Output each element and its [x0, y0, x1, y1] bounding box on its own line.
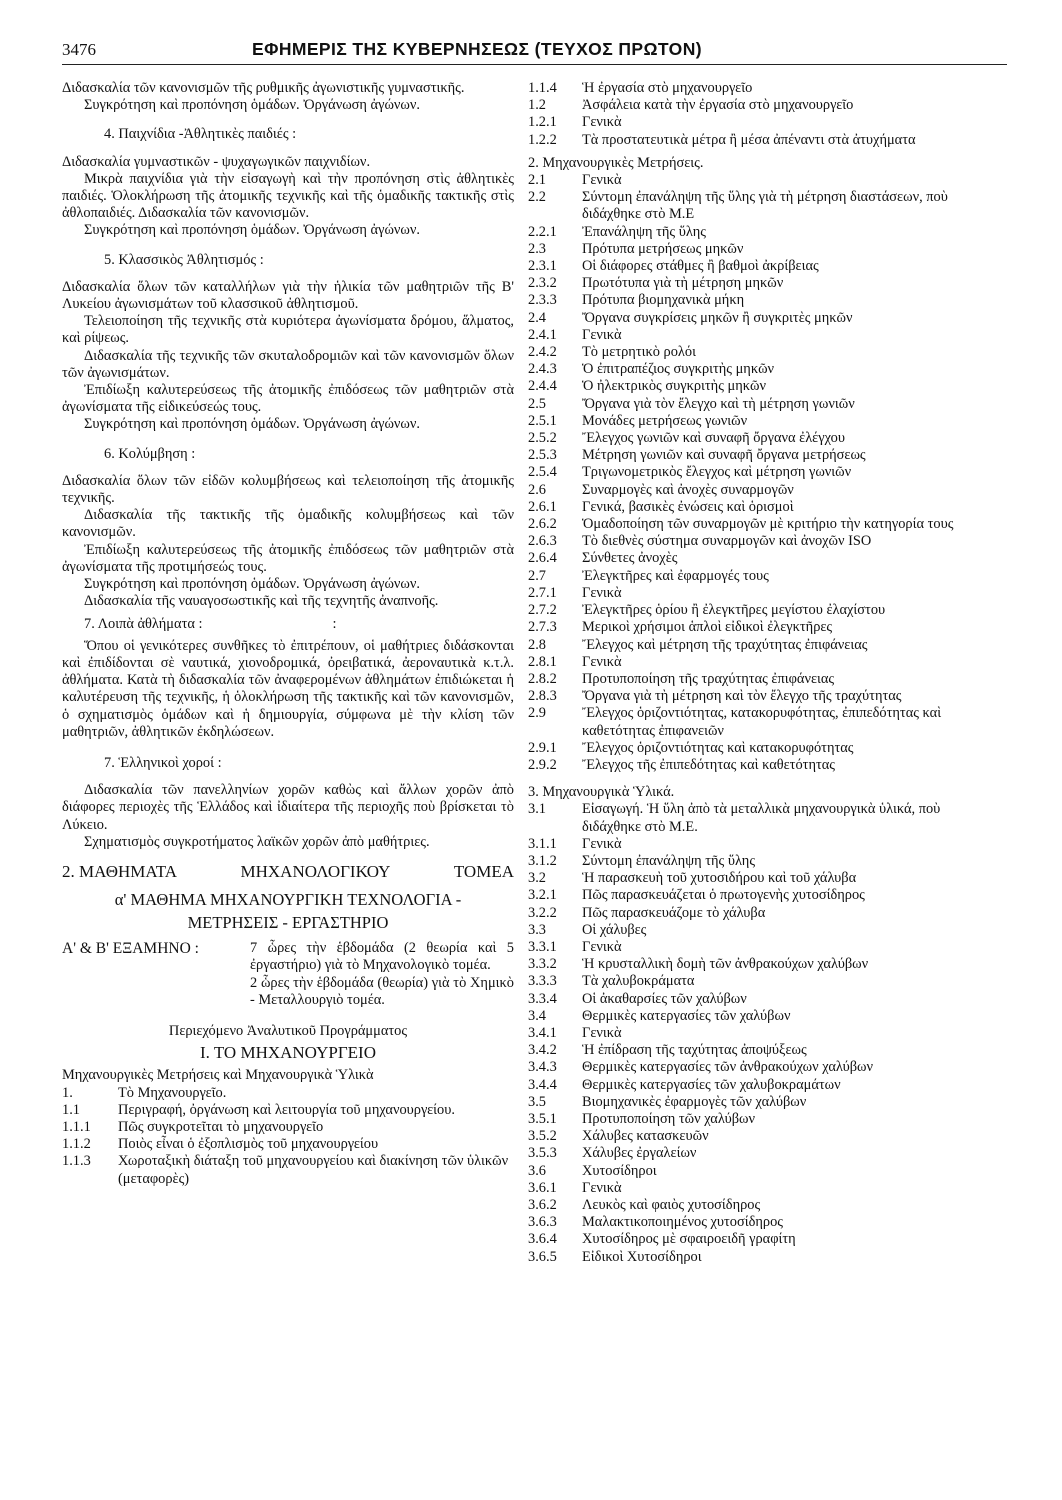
item-text: Ἀσφάλεια κατὰ τὴν ἐργασία στὸ μηχανουργεῖο	[582, 97, 854, 114]
item-text: Προτυποποίηση τῶν χαλύβων	[582, 1110, 755, 1127]
paragraph: Συγκρότηση καὶ προπόνηση ὁμάδων. Ὀργάνωση ἀγώνων.	[84, 97, 421, 114]
item-text: Ἐλεγκτῆρες καὶ ἐφαρμογές τους	[582, 567, 769, 584]
subsection-heading: 7. Ἑλληνικοὶ χοροί :	[104, 754, 222, 771]
list-item	[528, 430, 968, 447]
list-item	[62, 1102, 514, 1119]
item-text: Ἔλεγχος τῆς ἐπιπεδότητας καὶ καθετότητας	[582, 756, 835, 773]
item-number: 1.1.1	[62, 1118, 91, 1135]
list-item	[528, 1128, 968, 1145]
item-text: Τὸ Μηχανουργεῖο.	[118, 1084, 227, 1101]
item-number: 2.4.2	[528, 344, 557, 361]
item-text: Χυτοσίδηρος μὲ σφαιροειδῆ γραφίτη	[582, 1231, 796, 1248]
item-number: 2.8.3	[528, 688, 557, 705]
page-header	[62, 36, 1012, 66]
item-number: 3.6.3	[528, 1214, 557, 1231]
item-text: Τὸ διεθνὲς σύστημα συναρμογῶν καὶ ἀνοχῶν ISO	[582, 533, 872, 550]
schedule-line: 7 ὧρες τὴν ἑβδομάδα (2 θεωρία καὶ 5 ἐργαστήριο) γιὰ τὸ Μηχανολογικὸ τομέα.	[250, 940, 514, 974]
item-text: Περιγραφή, ὀργάνωση καὶ λειτουργία τοῦ μηχανουργείου.	[118, 1101, 455, 1118]
list-item	[528, 344, 968, 361]
section-heading: 3. Μηχανουργικὰ Ὑλικά.	[528, 784, 675, 801]
subsection-heading: 4. Παιχνίδια -Ἀθλητικὲς παιδιές :	[104, 126, 297, 143]
item-text: Πῶς παρασκευάζεται ὁ πρωτογενὴς χυτοσίδηρος	[582, 887, 865, 904]
item-text: Γενικά, βασικὲς ἐνώσεις καὶ ὁρισμοὶ	[582, 498, 794, 515]
list-item	[528, 671, 968, 688]
item-number: 2.6.3	[528, 533, 557, 550]
item-text: Γενικὰ	[582, 653, 622, 670]
list-item	[528, 956, 968, 973]
item-number: 2.6.2	[528, 516, 557, 533]
list-item	[528, 499, 968, 516]
item-number: 3.4.1	[528, 1024, 557, 1041]
list-item	[528, 939, 968, 956]
item-number: 2.5.1	[528, 412, 557, 429]
item-number: 3.5.2	[528, 1128, 557, 1145]
item-text: Τὰ προστατευτικὰ μέτρα ἢ μέσα ἀπέναντι στὰ ἀτυχήματα	[582, 131, 916, 148]
item-number: 3.1.1	[528, 835, 557, 852]
section-heading: 2. Μηχανουργικὲς Μετρήσεις.	[528, 154, 704, 171]
item-number: 2.2.1	[528, 223, 557, 240]
item-text: Γενικὰ	[582, 114, 622, 131]
item-text: Τριγωνομετρικὸς ἔλεγχος καὶ μέτρηση γωνιῶν	[582, 464, 852, 481]
item-number: 2.9	[528, 705, 546, 722]
item-text: Ἡ ἐπίδραση τῆς ταχύτητας ἀποψύξεως	[582, 1042, 807, 1059]
item-text: Ἡ ἐργασία στὸ μηχανουργεῖο	[582, 80, 753, 96]
item-text: Τὸ μετρητικὸ ρολόι	[582, 344, 696, 361]
item-number: 2.6	[528, 481, 546, 498]
item-number: 2.3.2	[528, 275, 557, 292]
list-item	[528, 310, 968, 327]
item-text: Ἐλεγκτῆρες ὁρίου ἢ ἐλεγκτῆρες μεγίστου ἐλαχίστου	[582, 602, 886, 619]
item-text: Γενικὰ	[582, 1179, 622, 1196]
list-item	[528, 1163, 968, 1180]
list-item	[528, 172, 968, 189]
list-item	[62, 1153, 514, 1187]
list-item	[528, 705, 968, 739]
item-text: Γενικὰ	[582, 326, 622, 343]
item-number: 1.2.1	[528, 114, 557, 131]
item-text: Ἡ παρασκευὴ τοῦ χυτοσιδήρου καὶ τοῦ χάλυβα	[582, 870, 857, 887]
item-text: Ἡ κρυσταλλικὴ δομὴ τῶν ἀνθρακούχων χαλύβων	[582, 956, 869, 973]
item-number: 2.4	[528, 309, 546, 326]
list-item	[528, 97, 968, 114]
paragraph: Διδασκαλία τῆς ναυαγοσωστικῆς καὶ τῆς τεχνητῆς ἀναπνοῆς.	[84, 593, 439, 610]
item-text: Μερικοὶ χρήσιμοι ἁπλοὶ εἰδικοὶ ἐλεγκτῆρες	[582, 619, 833, 636]
item-number: 2.7.3	[528, 619, 557, 636]
list-item	[528, 327, 968, 344]
item-text: Γενικὰ	[582, 835, 622, 852]
item-number: 1.1.3	[62, 1153, 91, 1170]
item-text: Γενικὰ	[582, 1024, 622, 1041]
item-text: Πρότυπα μετρήσεως μηκῶν	[582, 240, 744, 257]
list-item	[528, 132, 968, 149]
item-text: Πρωτότυπα γιὰ τὴ μέτρηση μηκῶν	[582, 275, 784, 292]
list-item	[62, 1119, 514, 1136]
item-number: 2.5	[528, 395, 546, 412]
list-item	[528, 1111, 968, 1128]
item-number: 3.6.1	[528, 1179, 557, 1196]
list-item	[528, 482, 968, 499]
item-number: 1.1.4	[528, 80, 557, 96]
item-text: Οἱ ἀκαθαρσίες τῶν χαλύβων	[582, 990, 747, 1007]
schedule-line: 2 ὧρες τὴν ἑβδομάδα (θεωρία) γιὰ τὸ Χημικὸ - Μεταλλουργιὸ τομέα.	[250, 974, 514, 1008]
item-number: 3.5.1	[528, 1110, 557, 1127]
list-item	[528, 1180, 968, 1197]
list-item	[528, 1145, 968, 1162]
list-item	[528, 396, 968, 413]
item-number: 3.6.2	[528, 1197, 557, 1213]
item-text: Ὁ ἠλεκτρικὸς συγκριτὴς μηκῶν	[582, 378, 766, 395]
list-item	[62, 1085, 514, 1102]
list-item	[528, 568, 968, 585]
schedule	[62, 940, 514, 1009]
list-item	[528, 619, 968, 636]
item-text: Σύντομη ἐπανάληψη τῆς ὕλης γιὰ τὴ μέτρηση διαστάσεων, ποὺ διδάχθηκε στὸ Μ.Ε	[582, 189, 948, 223]
list-item	[528, 654, 968, 671]
gazette-title: ΕΦΗΜΕΡΙΣ ΤΗΣ ΚΥΒΕΡΝΗΣΕΩΣ (ΤΕΥΧΟΣ ΠΡΩΤΟΝ)	[252, 39, 702, 59]
item-text: Γενικὰ	[582, 938, 622, 955]
item-number: 3.4.2	[528, 1042, 557, 1059]
item-text: Ἔλεγχος γωνιῶν καὶ συναφῆ ὄργανα ἐλέγχου	[582, 430, 845, 447]
list-item	[528, 516, 968, 533]
subsection-heading: 6. Κολύμβηση :	[104, 445, 196, 462]
item-number: 2.2	[528, 189, 546, 206]
list-item	[528, 1025, 968, 1042]
list-item	[528, 1042, 968, 1059]
list-item	[528, 533, 968, 550]
item-number: 3.5.3	[528, 1145, 557, 1162]
paragraph: Ἐπιδίωξη καλυτερεύσεως τῆς ἀτομικῆς ἐπιδόσεως τῶν μαθητριῶν στὰ ἀγωνίσματα τῆς προτιμήσεώς τους.	[62, 541, 514, 575]
section-title-end: ΤΟΜΕΑ	[453, 861, 514, 881]
list-item	[528, 585, 968, 602]
item-text: Θερμικὲς κατεργασίες τῶν ἀνθρακούχων χαλύβων	[582, 1059, 874, 1076]
item-number: 3.5	[528, 1093, 546, 1110]
item-text: Τὰ χαλυβοκράματα	[582, 973, 695, 990]
paragraph: Συγκρότηση καὶ προπόνηση ὁμάδων. Ὀργάνωση ἀγώνων.	[84, 416, 421, 433]
item-text: Χυτοσίδηροι	[582, 1162, 657, 1179]
right-outline-list-1	[528, 80, 968, 149]
item-number: 2.4.4	[528, 378, 557, 395]
schedule-label: Α' & Β' ΕΞΑΜΗΝΟ :	[62, 940, 199, 958]
item-text: Λευκὸς καὶ φαιὸς χυτοσίδηρος	[582, 1197, 761, 1213]
paragraph: Ἐπιδίωξη καλυτερεύσεως τῆς ἀτομικῆς ἐπιδόσεως τῶν μαθητριῶν στὰ ἀγωνίσματα τῆς εἰδικεύσεώς τους.	[62, 382, 514, 416]
item-number: 2.9.1	[528, 739, 557, 756]
list-item	[528, 1197, 968, 1214]
item-text: Μέτρηση γωνιῶν καὶ συναφῆ ὄργανα μετρήσεως	[582, 447, 866, 464]
list-item	[528, 361, 968, 378]
list-item	[528, 550, 968, 567]
paragraph: Συγκρότηση καὶ προπόνηση ὁμάδων. Ὀργάνωση ἀγώνων.	[84, 222, 421, 239]
item-number: 3.2.2	[528, 904, 557, 921]
list-item	[528, 241, 968, 258]
item-text: Πῶς παρασκευάζομε τὸ χάλυβα	[582, 904, 766, 921]
list-item	[528, 801, 968, 835]
item-number: 3.6	[528, 1162, 546, 1179]
item-number: 1.2	[528, 97, 546, 114]
paragraph: Μικρὰ παιχνίδια γιὰ τὴν εἰσαγωγὴ καὶ τὴν προπόνηση στὶς ἀθλητικὲς παιδιές. Ὁλοκλήρωση τῆς ἀτομικῆς τεχνικῆς καὶ τῆς ὁμαδικῆς τακτικῆς στὶς ἀθλοπαιδιές. Διδασκαλία τῶν κανονισμῶν.	[62, 170, 514, 222]
item-text: Μαλακτικοποιημένος χυτοσίδηρος	[582, 1214, 784, 1231]
item-text: Οἱ διάφορες στάθμες ἢ βαθμοὶ ἀκρίβειας	[582, 258, 819, 275]
item-number: 3.3.3	[528, 973, 557, 990]
subsection-heading: 5. Κλασσικὸς Ἀθλητισμός :	[104, 251, 264, 268]
page-number: 3476	[62, 40, 96, 59]
item-number: 2.3.1	[528, 258, 557, 275]
list-item	[528, 887, 968, 904]
item-text: Θερμικὲς κατεργασίες τῶν χαλύβων	[582, 1007, 791, 1024]
item-number: 3.1.2	[528, 852, 557, 869]
lesson-title-line: ΜΕΤΡΗΣΕΙΣ - ΕΡΓΑΣΤΗΡΙΟ	[187, 913, 389, 933]
paragraph: Τελειοποίηση τῆς τεχνικῆς στὰ κυριότερα ἀγωνίσματα δρόμου, ἅλματος, καὶ ρίψεως.	[62, 313, 514, 347]
item-number: 3.3.2	[528, 956, 557, 973]
subtitle: Μηχανουργικὲς Μετρήσεις καὶ Μηχανουργικὰ Ὑλικὰ	[62, 1067, 374, 1084]
subsection-heading-text: 7. Λοιπὰ ἀθλήματα :	[84, 616, 203, 633]
list-item	[528, 413, 968, 430]
item-number: 2.7	[528, 567, 546, 584]
item-number: 3.4	[528, 1007, 546, 1024]
list-item	[528, 378, 968, 395]
right-outline-list-2	[528, 172, 968, 774]
list-item	[528, 922, 968, 939]
item-text: Οἱ χάλυβες	[582, 921, 647, 938]
list-item	[528, 258, 968, 275]
item-text: Ὄργανα γιὰ τὸν ἔλεγχο καὶ τὴ μέτρηση γωνιῶν	[582, 395, 855, 412]
list-item	[528, 637, 968, 654]
item-number: 3.6.4	[528, 1231, 557, 1248]
item-number: 3.3.4	[528, 990, 557, 1007]
item-number: 1.	[62, 1084, 73, 1101]
item-text: Ὁμαδοποίηση τῶν συναρμογῶν μὲ κριτήριο τὴν κατηγορία τους	[582, 516, 954, 533]
item-number: 2.6.1	[528, 498, 557, 515]
list-item	[528, 114, 968, 131]
chapter-title: Ι. ΤΟ ΜΗΧΑΝΟΥΡΓΕΙΟ	[200, 1043, 376, 1063]
list-item	[528, 1077, 968, 1094]
list-item	[528, 1008, 968, 1025]
item-number: 2.8.2	[528, 670, 557, 687]
item-number: 3.3	[528, 921, 546, 938]
list-item	[528, 870, 968, 887]
item-number: 2.7.2	[528, 602, 557, 619]
item-number: 2.5.4	[528, 464, 557, 481]
item-text: Θερμικὲς κατεργασίες τῶν χαλυβοκραμάτων	[582, 1076, 841, 1093]
list-item	[528, 973, 968, 990]
paragraph: Διδασκαλία τῆς τακτικῆς τῆς ὁμαδικῆς κολυμβήσεως καὶ τῶν κανονισμῶν.	[62, 507, 514, 541]
list-item	[528, 836, 968, 853]
paragraph: Συγκρότηση καὶ προπόνηση ὁμάδων. Ὀργάνωση ἀγώνων.	[84, 576, 421, 593]
section-title-middle: ΜΗΧΑΝΟΛΟΓΙΚΟΥ	[240, 861, 391, 881]
item-number: 1.1.2	[62, 1136, 91, 1153]
item-number: 2.8.1	[528, 653, 557, 670]
list-item	[528, 905, 968, 922]
item-text: Ὁ ἐπιτραπέζιος συγκριτὴς μηκῶν	[582, 361, 775, 378]
item-number: 2.4.1	[528, 326, 557, 343]
paragraph: Διδασκαλία ὅλων τῶν καταλλήλων γιὰ τὴν ἡλικία τῶν μαθητριῶν τῆς Β' Λυκείου ἀγωνισμάτων τοῦ κλασσικοῦ ἀθλητισμοῦ.	[62, 278, 514, 313]
item-text: Ὄργανα συγκρίσεις μηκῶν ἢ συγκριτὲς μηκῶν	[582, 309, 853, 326]
item-text: Μονάδες μετρήσεως γωνιῶν	[582, 412, 748, 429]
content-title: Περιεχόμενο Ἀναλυτικοῦ Προγράμματος	[168, 1022, 408, 1039]
paragraph: Διδασκαλία γυμναστικῶν - ψυχαγωγικῶν παιχνιδίων.	[62, 153, 371, 170]
item-text: Ἐπανάληψη τῆς ὕλης	[582, 223, 706, 240]
item-text: Βιομηχανικὲς ἐφαρμογὲς τῶν χαλύβων	[582, 1093, 807, 1110]
list-item	[528, 688, 968, 705]
item-number: 2.5.3	[528, 447, 557, 464]
item-number: 2.8	[528, 636, 546, 653]
item-text: Εἰδικοὶ Χυτοσίδηροι	[582, 1248, 702, 1265]
item-text: Χάλυβες κατασκευῶν	[582, 1128, 709, 1145]
paragraph: Διδασκαλία ὅλων τῶν εἰδῶν κολυμβήσεως καὶ τελειοποίηση τῆς ἀτομικῆς τεχνικῆς.	[62, 472, 514, 507]
paragraph: Διδασκαλία τῶν πανελληνίων χορῶν καθὼς καὶ ἄλλων χορῶν ἀπὸ διάφορες περιοχὲς τῆς Ἑλλάδος καὶ ἰδιαίτερα τῆς περιοχῆς ποὺ βρίσκεται τὸ Λύκειο.	[62, 782, 514, 833]
item-text: Ποιὸς εἶναι ὁ ἐξοπλισμὸς τοῦ μηχανουργείου	[118, 1136, 379, 1153]
item-number: 3.3.1	[528, 938, 557, 955]
list-item	[528, 1249, 968, 1266]
item-text: Προτυποποίηση τῆς τραχύτητας ἐπιφάνειας	[582, 670, 835, 687]
item-text: Γενικὰ	[582, 172, 622, 189]
list-item	[528, 224, 968, 241]
section-title	[62, 863, 514, 880]
item-number: 2.9.2	[528, 756, 557, 773]
left-outline-list	[62, 1085, 514, 1188]
list-item	[528, 991, 968, 1008]
heading-colon: :	[332, 616, 337, 633]
item-text: Εἰσαγωγή. Ἡ ὕλη ἀπὸ τὰ μεταλλικὰ μηχανουργικὰ ὑλικά, ποὺ διδάχθηκε στὸ Μ.Ε.	[582, 801, 941, 835]
paragraph: Ὅπου οἱ γενικότερες συνθῆκες τὸ ἐπιτρέπουν, οἱ μαθήτριες διδάσκονται καὶ ἐπιδίδονται σὲ ναυτικά, χιονοδρομικά, ὀρειβατικά, ἀεροναυτικὰ κ.τ.λ. ἀθλήματα. Κατὰ τὴ διδασκαλία τῶν ἀναφερομένων ἀθλημάτων ἐπιδιώκεται ἡ καλυτέρευση τῆς τεχνικῆς, ἡ ὁλοκλήρωση τῆς τακτικῆς καὶ τῶν κανονισμῶν, ὁ σχηματισμὸς ὁμάδων καὶ ἡ δημιουργία, σύμφωνα μὲ τὴν κλίση τῶν μαθητριῶν, ἀθλητικῶν ἐκδηλώσεων.	[62, 637, 514, 740]
left-column	[62, 80, 514, 1188]
item-text: Χωροταξικὴ διάταξη τοῦ μηχανουργείου καὶ διακίνηση τῶν ὑλικῶν (μεταφορὲς)	[118, 1153, 509, 1187]
item-text: Πῶς συγκροτεῖται τὸ μηχανουργεῖο	[118, 1118, 324, 1135]
item-number: 3.2.1	[528, 887, 557, 904]
lesson-title-line: α' ΜΑΘΗΜΑ ΜΗΧΑΝΟΥΡΓΙΚΗ ΤΕΧΝΟΛΟΓΙΑ -	[114, 890, 462, 910]
item-number: 2.6.4	[528, 550, 557, 567]
list-item	[528, 1059, 968, 1076]
item-number: 2.3	[528, 240, 546, 257]
item-number: 3.6.5	[528, 1248, 557, 1265]
item-number: 3.1	[528, 801, 546, 818]
item-number: 2.5.2	[528, 430, 557, 447]
item-number: 3.4.3	[528, 1059, 557, 1076]
list-item	[528, 292, 968, 309]
list-item	[62, 1136, 514, 1153]
item-text: Ἔλεγχος καὶ μέτρηση τῆς τραχύτητας ἐπιφάνειας	[582, 636, 868, 653]
list-item	[528, 1214, 968, 1231]
list-item	[528, 1231, 968, 1248]
item-text: Ὄργανα γιὰ τὴ μέτρηση καὶ τὸν ἔλεγχο τῆς τραχύτητας	[582, 688, 902, 705]
list-item	[528, 602, 968, 619]
schedule-text	[250, 940, 514, 1009]
list-item	[528, 853, 968, 870]
list-item	[528, 1094, 968, 1111]
paragraph: Διδασκαλία τῆς τεχνικῆς τῶν σκυταλοδρομιῶν καὶ τῶν κανονισμῶν ὅλων τῶν ἀγωνισμάτων.	[62, 347, 514, 381]
item-number: 2.3.3	[528, 292, 557, 309]
list-item	[528, 447, 968, 464]
item-text: Σύντομη ἐπανάληψη τῆς ὕλης	[582, 852, 756, 869]
right-outline-list-3	[528, 801, 968, 1265]
item-text: Πρότυπα βιομηχανικὰ μήκη	[582, 292, 745, 309]
header-rule	[62, 64, 1007, 65]
item-number: 1.1	[62, 1101, 80, 1118]
list-item	[528, 740, 968, 757]
item-text: Ἔλεγχος ὁριζοντιότητας καὶ κατακορυφότητας	[582, 739, 854, 756]
paragraph: Σχηματισμὸς συγκροτήματος λαϊκῶν χορῶν ἀπὸ μαθήτριες.	[84, 833, 430, 850]
item-number: 2.7.1	[528, 584, 557, 601]
item-text: Συναρμογὲς καὶ ἀνοχὲς συναρμογῶν	[582, 481, 794, 498]
subsection-heading	[84, 616, 514, 633]
item-number: 1.2.2	[528, 131, 557, 148]
item-text: Χάλυβες ἐργαλείων	[582, 1145, 697, 1162]
item-text: Γενικὰ	[582, 584, 622, 601]
list-item	[528, 80, 968, 97]
section-title-number: 2. ΜΑΘΗΜΑΤΑ	[62, 861, 178, 881]
item-number: 3.4.4	[528, 1076, 557, 1093]
item-number: 3.2	[528, 870, 546, 887]
right-column	[528, 80, 968, 1266]
item-number: 2.1	[528, 172, 546, 189]
list-item	[528, 189, 968, 223]
item-number: 2.4.3	[528, 361, 557, 378]
list-item	[528, 757, 968, 774]
item-text: Σύνθετες ἀνοχὲς	[582, 550, 678, 567]
paragraph: Διδασκαλία τῶν κανονισμῶν τῆς ρυθμικῆς ἀγωνιστικῆς γυμναστικῆς.	[62, 80, 465, 96]
item-text: Ἔλεγχος ὁριζοντιότητας, κατακορυφότητας, ἐπιπεδότητας καὶ καθετότητας ἐπιφανειῶν	[582, 705, 942, 739]
list-item	[528, 275, 968, 292]
list-item	[528, 464, 968, 481]
